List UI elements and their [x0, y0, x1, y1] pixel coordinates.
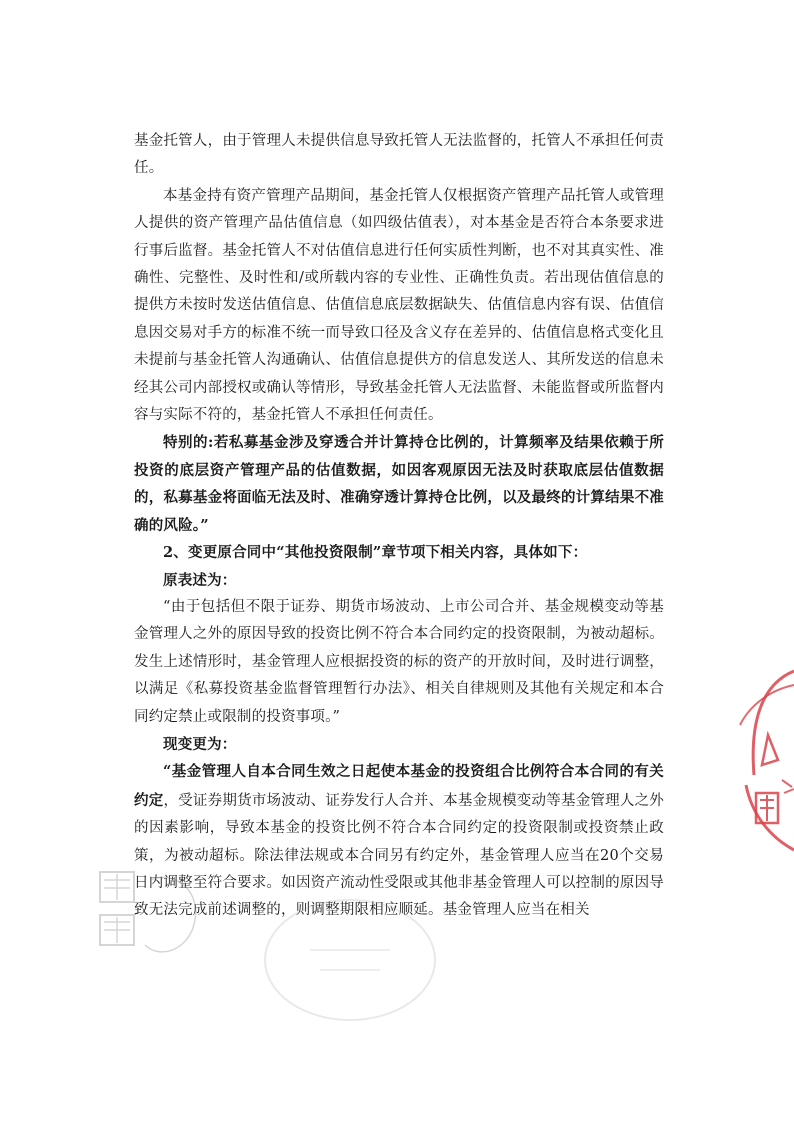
- red-seal-stamp: [720, 665, 794, 855]
- paragraph-5: 原表述为：: [163, 571, 237, 589]
- paragraph-4: 2、变更原合同中“其他投资限制”章节项下相关内容，具体如下：: [163, 544, 588, 562]
- document-body: [134, 128, 664, 925]
- paragraph-2: 本基金持有资产管理产品期间，基金托管人仅根据资产管理产品托管人或管理人提供的资产管理产品估值信息（如四级估值表），对本基金是否符合本条要求进行事后监督。基金托管人不对估值信息进行任何实质性判断，也不对其真实性、准确性、完整性、及时性和/或所载内容的专业性、正确性负责。若出现估值信息的提供方未按时发送估值信息、估值信息底层数据缺失、估值信息内容有误、估值信息因交易对手方的标准不统一而导致口径及含义存在差异的、估值信息格式变化且未提前与基金托管人沟通确认、估值信息提供方的信息发送人、其所发送的信息未经其公司内部授权或确认等情形，导致基金托管人无法监督、未能监督或所监督内容与实际不符的，基金托管人不承担任何责任。: [134, 187, 664, 424]
- paragraph-6: “由于包括但不限于证券、期货市场波动、上市公司合并、基金规模变动等基金管理人之外的原因导致的投资比例不符合本合同约定的投资限制，为被动超标。发生上述情形时，基金管理人应根据投资的标的资产的开放时间，及时进行调整，以满足《私募投资基金监督管理暂行办法》、相关自律规则及其他有关规定和本合同约定禁止或限制的投资事项。”: [134, 598, 664, 725]
- paragraph-8-rest: ，受证券期货市场波动、证券发行人合并、本基金规模变动等基金管理人之外的因素影响，导致本基金的投资比例不符合本合同约定的投资限制或投资禁止政策，为被动超标。除法律法规或本合同另有约定外，基金管理人应当在20个交易日内调整至符合要求。如因资产流动性受限或其他非基金管理人可以控制的原因导致无法完成前述调整的，则调整期限相应顺延。基金管理人应当在相关: [134, 792, 665, 919]
- paragraph-7: 现变更为：: [163, 735, 237, 753]
- paragraph-3: 特别的:若私募基金涉及穿透合并计算持仓比例的，计算频率及结果依赖于所投资的底层资产管理产品的估值数据，如因客观原因无法及时获取底层估值数据的，私募基金将面临无法及时、准确穿透计算持仓比例，以及最终的计算结果不准确的风险。”: [134, 434, 664, 534]
- paragraph-8-bold: “基金管理人自本合同生效之日起使本基金的投资组合比例符合本合同的有关约定: [134, 763, 664, 809]
- faint-circular-stamp: [250, 890, 450, 1030]
- faint-seal-stamp: [90, 860, 210, 970]
- paragraph-1: 基金托管人，由于管理人未提供信息导致托管人无法监督的，托管人不承担任何责任。: [134, 133, 664, 177]
